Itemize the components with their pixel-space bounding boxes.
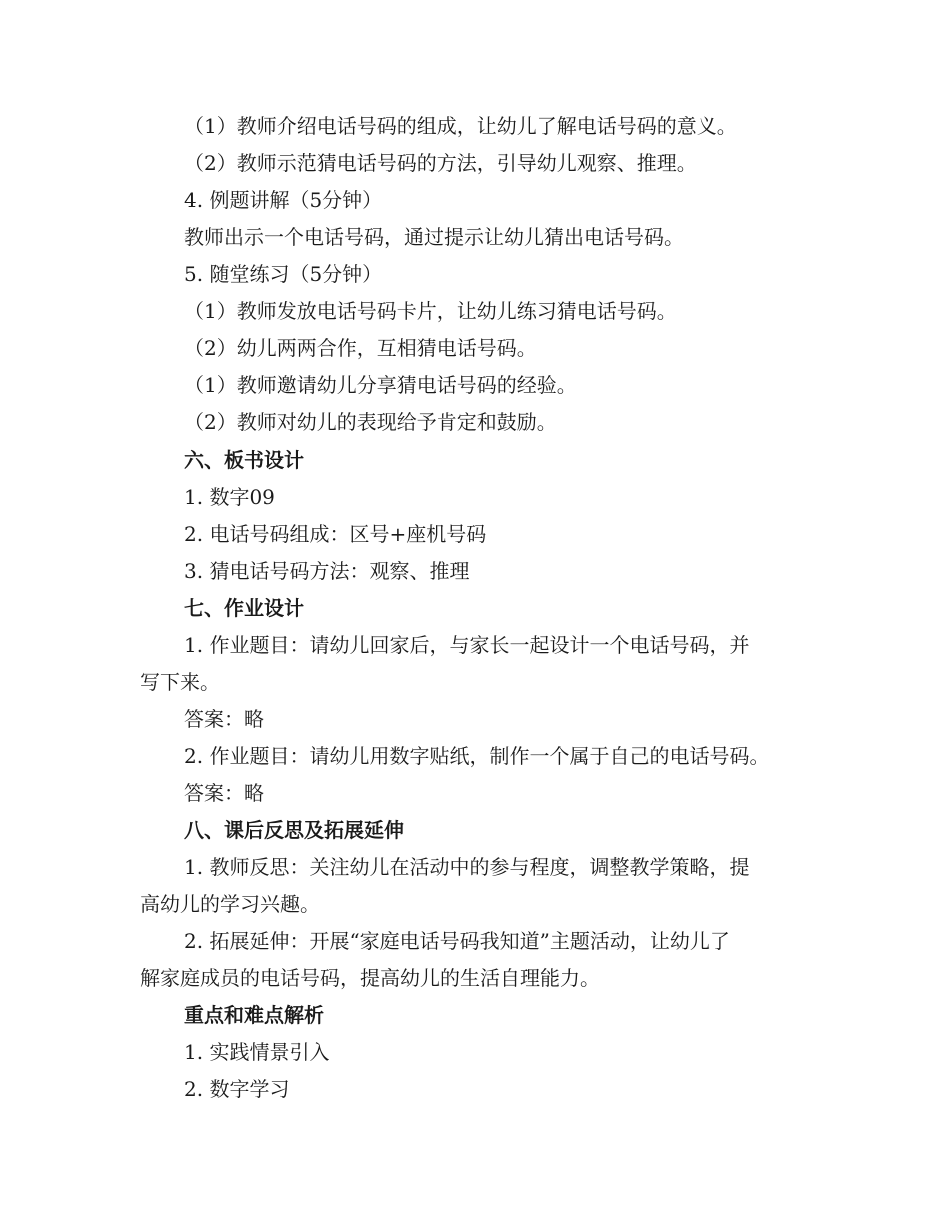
list-item: 2. 拓展延伸：开展“家庭电话号码我知道”主题活动，让幼儿了 (184, 929, 730, 953)
list-item: 1. 作业题目：请幼儿回家后，与家长一起设计一个电话号码，并 (184, 633, 750, 657)
list-item: 1. 实践情景引入 (184, 1040, 330, 1064)
answer-line: 答案：略 (184, 707, 264, 731)
section-heading: 八、课后反思及拓展延伸 (184, 818, 404, 842)
paragraph-line: 教师出示一个电话号码，通过提示让幼儿猜出电话号码。 (184, 225, 684, 249)
paragraph-line: （1）教师邀请幼儿分享猜电话号码的经验。 (184, 373, 577, 397)
list-item: 1. 教师反思：关注幼儿在活动中的参与程度，调整教学策略，提 (184, 855, 750, 879)
section-heading: 重点和难点解析 (184, 1003, 324, 1027)
section-heading: 七、作业设计 (184, 596, 304, 620)
list-item: 5. 随堂练习（5分钟） (184, 262, 383, 286)
paragraph-line: 高幼儿的学习兴趣。 (140, 892, 320, 916)
list-item: 4. 例题讲解（5分钟） (184, 188, 383, 212)
paragraph-line: 解家庭成员的电话号码，提高幼儿的生活自理能力。 (140, 966, 600, 990)
list-item: 3. 猜电话号码方法：观察、推理 (184, 559, 470, 583)
paragraph-line: （2）教师对幼儿的表现给予肯定和鼓励。 (184, 410, 557, 434)
paragraph-line: （2）教师示范猜电话号码的方法，引导幼儿观察、推理。 (184, 151, 697, 175)
answer-line: 答案：略 (184, 781, 264, 805)
list-item: 2. 电话号码组成：区号+座机号码 (184, 522, 487, 546)
paragraph-line: （1）教师介绍电话号码的组成，让幼儿了解电话号码的意义。 (184, 114, 737, 138)
list-item: 2. 数字学习 (184, 1077, 290, 1101)
paragraph-line: （2）幼儿两两合作，互相猜电话号码。 (184, 336, 537, 360)
list-item: 2. 作业题目：请幼儿用数字贴纸，制作一个属于自己的电话号码。 (184, 744, 770, 768)
paragraph-line: 写下来。 (140, 670, 220, 694)
section-heading: 六、板书设计 (184, 448, 304, 472)
paragraph-line: （1）教师发放电话号码卡片，让幼儿练习猜电话号码。 (184, 299, 677, 323)
list-item: 1. 数字09 (184, 485, 275, 509)
